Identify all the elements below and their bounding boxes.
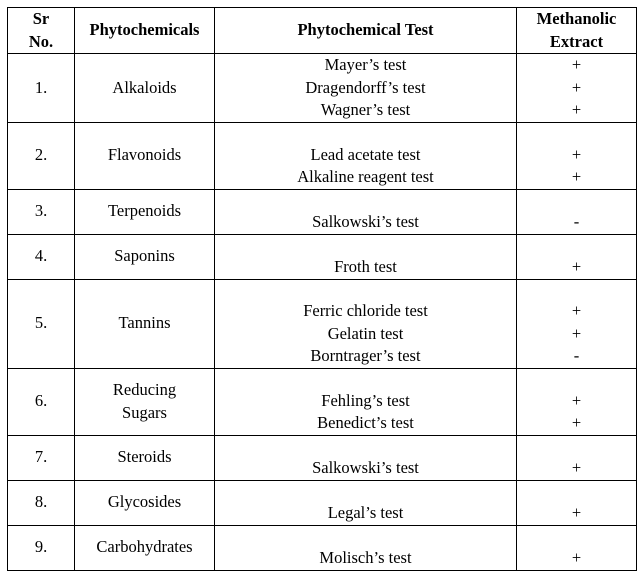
result-cell <box>517 54 637 123</box>
result-cell <box>517 122 637 189</box>
phytochemical-cell <box>75 189 215 234</box>
result-cell <box>517 279 637 368</box>
test-cell <box>215 525 517 570</box>
phytochemical-cell <box>75 435 215 480</box>
result-cell <box>517 480 637 525</box>
phytochemical-cell <box>75 279 215 368</box>
phytochemical-name: Sugars <box>122 402 167 422</box>
table-row <box>8 368 637 435</box>
result-value: - <box>573 212 580 231</box>
sr-cell: 9. <box>8 525 75 570</box>
table-header-row <box>8 8 637 54</box>
result-cell <box>517 525 637 570</box>
phytochemical-cell <box>75 525 215 570</box>
phytochemical-name: Carbohydrates <box>96 537 193 557</box>
phytochemical-cell <box>75 480 215 525</box>
test-name: Molisch’s test <box>319 548 412 567</box>
test-name: Salkowski’s test <box>312 458 419 477</box>
header-extract-line-2: Extract <box>549 31 604 51</box>
table-row <box>8 54 637 123</box>
result-value: + <box>571 144 582 164</box>
phytochemical-cell <box>75 234 215 279</box>
phytochemical-name: Terpenoids <box>107 201 182 221</box>
phytochemical-name: Saponins <box>114 246 175 266</box>
test-name: Alkaline reagent test <box>297 167 434 186</box>
table-row <box>8 480 637 525</box>
test-name: Wagner’s test <box>320 100 411 119</box>
test-cell <box>215 122 517 189</box>
test-name: Borntrager’s test <box>310 346 421 365</box>
test-name: Benedict’s test <box>317 413 414 432</box>
sr-cell: 2. <box>8 122 75 189</box>
table-row <box>8 525 637 570</box>
test-name: Gelatin test <box>327 323 404 343</box>
result-value: + <box>571 301 582 320</box>
header-sr-line-2: No. <box>28 31 54 51</box>
sr-cell: 3. <box>8 189 75 234</box>
test-cell <box>215 54 517 123</box>
phytochemical-name: Steroids <box>117 447 172 467</box>
header-phytochemicals: Phytochemicals <box>75 8 215 54</box>
phytochemical-name: Flavonoids <box>107 145 182 165</box>
sr-cell: 7. <box>8 435 75 480</box>
header-phytochemical-test: Phytochemical Test <box>215 8 517 54</box>
result-cell <box>517 234 637 279</box>
test-name: Mayer’s test <box>324 55 407 74</box>
result-value: + <box>571 413 582 432</box>
phytochemical-name: Glycosides <box>107 492 182 512</box>
header-extract-line-1: Methanolic <box>536 9 617 28</box>
table-row <box>8 189 637 234</box>
header-methanolic-extract <box>517 8 637 54</box>
test-cell <box>215 480 517 525</box>
result-value: + <box>571 390 582 410</box>
result-cell <box>517 189 637 234</box>
sr-cell: 1. <box>8 54 75 123</box>
phytochemical-table <box>7 7 637 571</box>
sr-cell: 8. <box>8 480 75 525</box>
sr-cell: 6. <box>8 368 75 435</box>
phytochemical-cell <box>75 122 215 189</box>
test-name: Salkowski’s test <box>312 212 419 231</box>
table-row <box>8 234 637 279</box>
test-cell <box>215 435 517 480</box>
test-name: Dragendorff’s test <box>305 77 426 97</box>
phytochemical-name: Tannins <box>118 313 171 333</box>
test-cell <box>215 279 517 368</box>
result-value: + <box>571 77 582 97</box>
phytochemical-name: Alkaloids <box>112 77 177 97</box>
test-name: Lead acetate test <box>310 144 421 164</box>
result-value: + <box>571 458 582 477</box>
result-value: + <box>571 100 582 119</box>
result-value: + <box>571 323 582 343</box>
phytochemical-cell <box>75 368 215 435</box>
phytochemical-name: Reducing <box>112 380 177 399</box>
result-value: + <box>571 503 582 522</box>
table-row <box>8 122 637 189</box>
test-name: Ferric chloride test <box>303 301 428 320</box>
test-name: Fehling’s test <box>321 390 410 410</box>
result-value: + <box>571 548 582 567</box>
sr-cell: 4. <box>8 234 75 279</box>
result-cell <box>517 435 637 480</box>
header-sr-line-1: Sr <box>32 9 50 28</box>
test-name: Legal’s test <box>327 503 404 522</box>
result-value: + <box>571 257 582 276</box>
test-cell <box>215 368 517 435</box>
test-name: Froth test <box>334 257 397 276</box>
result-cell <box>517 368 637 435</box>
result-value: + <box>571 55 582 74</box>
phytochemical-cell <box>75 54 215 123</box>
header-sr-no <box>8 8 75 54</box>
table-row <box>8 279 637 368</box>
test-cell <box>215 189 517 234</box>
test-cell <box>215 234 517 279</box>
table-row <box>8 435 637 480</box>
result-value: - <box>573 346 580 365</box>
result-value: + <box>571 167 582 186</box>
sr-cell: 5. <box>8 279 75 368</box>
